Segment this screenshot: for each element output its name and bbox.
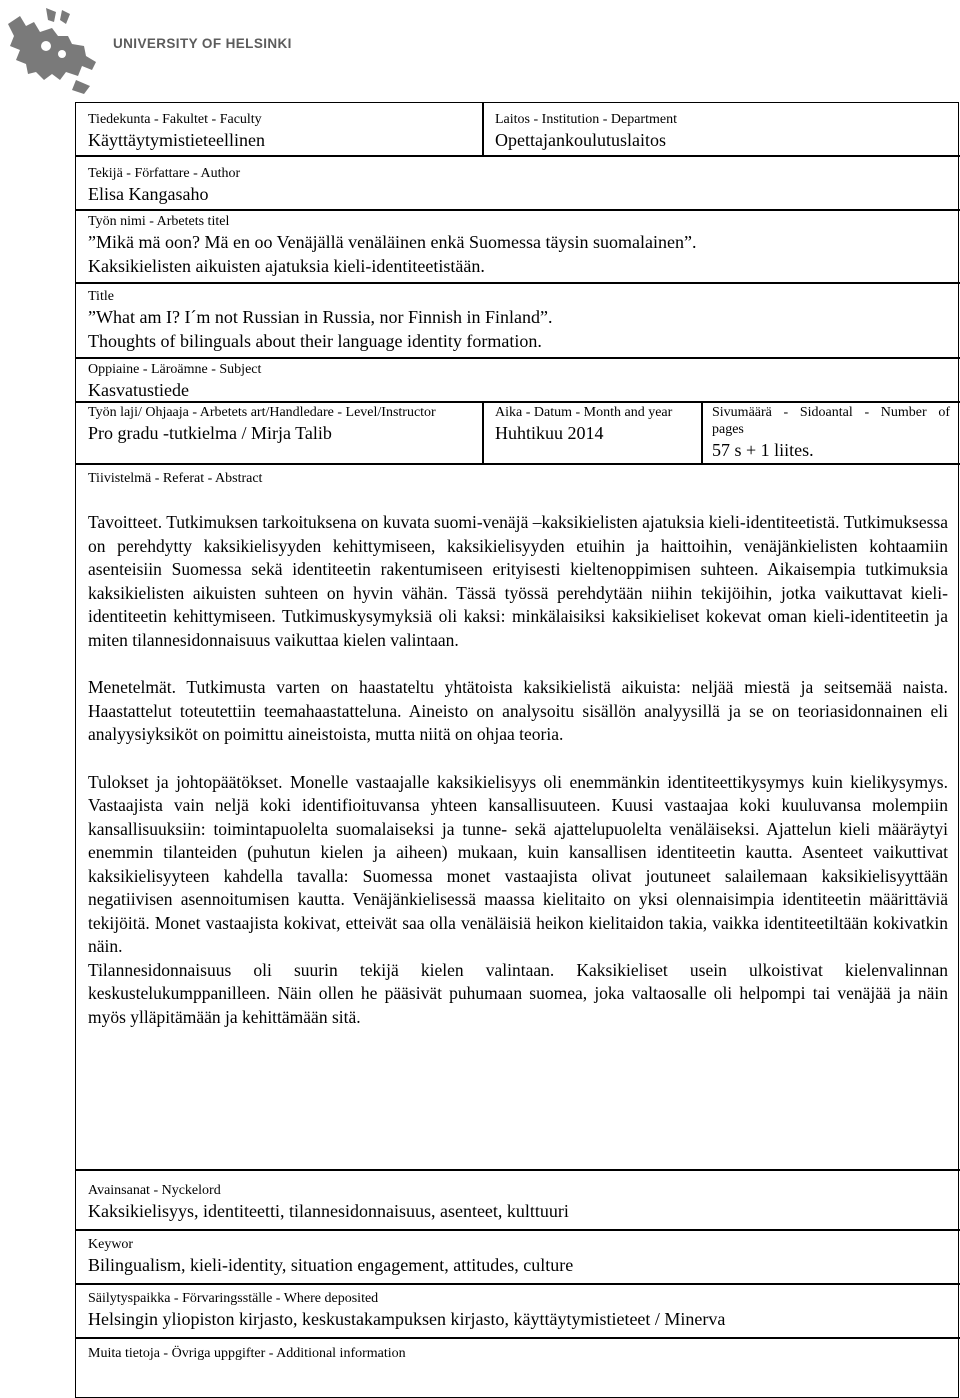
divider [76, 1337, 960, 1339]
subject-value: Kasvatustiede [88, 380, 189, 400]
level-value: Pro gradu -tutkielma / Mirja Talib [88, 423, 332, 443]
keywords-en-value: Bilingualism, kieli-identity, situation engagement, attitudes, culture [88, 1255, 574, 1275]
subject-field [88, 361, 261, 402]
divider [701, 401, 703, 463]
title-fi-label: Työn nimi - Arbetets titel [88, 214, 230, 229]
date-field [495, 404, 672, 445]
university-seal-logo [6, 6, 110, 96]
divider [76, 155, 960, 157]
divider [76, 463, 960, 465]
keywords-fi-label: Avainsanat - Nyckelord [88, 1183, 221, 1198]
abstract-form [75, 102, 959, 1398]
date-value: Huhtikuu 2014 [495, 423, 604, 443]
divider [482, 401, 484, 463]
title-en-field [88, 288, 552, 353]
abstract-paragraph: Tulokset ja johtopäätökset. Monelle vastaajalle kaksikielisyys oli enemmänkin identiteettikysymys kuin kielikysymys. Vastaajista vain neljä koki identifioituvansa yhteen kansallisuuteen. Kuusi vastaajaa koki kuuluvansa molempiin kansallisuuksiin: toimintapuolelta suomalaiseksi ja tunne- sekä ajattelupuolelta venäläiseksi. Ajattelun kieli määräytyi enemmin tilanteiden (puhutun kielen ja aiheen) mukaan, kuin kansallisen identiteetin kautta. Asenteet vaikuttivat kaksikielisyyteen kahdella tavalla: Suomessa monet vastaajista olivat joutuneet salailemaan kaksikielisyyttään negatiivisen asennoitumisen kautta. Venäjänkielisessä maassa kielitaito on yksi olennaisimpia identiteetin määrittäviä tekijöitä. Monet vastaajista kokivat, etteivät saa olla venäläisiä heikon kielitaidon takia, vaikka identiteetiltään kokivatkin näin. [88, 771, 948, 956]
faculty-field [88, 111, 265, 152]
pages-label-line1: Sivumäärä - Sidoantal - Number of [712, 405, 950, 420]
author-label: Tekijä - Författare - Author [88, 166, 241, 181]
subject-label: Oppiaine - Läroämne - Subject [88, 362, 262, 377]
abstract-body [88, 511, 948, 1029]
divider [76, 1169, 960, 1171]
divider [76, 1283, 960, 1285]
title-fi-field [88, 213, 696, 278]
deposited-value: Helsingin yliopiston kirjasto, keskustakampuksen kirjasto, käyttäytymistieteet / Minerva [88, 1309, 726, 1329]
title-en-label: Title [88, 289, 114, 304]
pages-label-line2: pages [712, 422, 744, 437]
faculty-label: Tiedekunta - Fakultet - Faculty [88, 112, 262, 127]
author-value: Elisa Kangasaho [88, 184, 209, 204]
abstract-paragraph: Tavoitteet. Tutkimuksen tarkoituksena on kuvata suomi-venäjä –kaksikielisten ajatuksia kieli-identiteetistä. Tutkimuksessa on perehdytty kaksikielisyyden kehittymiseen, kaksikielisyyden etuihin ja haittoihin, venäjänkielisten kohtaamiin asenteisiin Suomessa sekä identiteetin rakentumiseen erityisesti kieltenoppimisen suhteen. Aikaisempia tutkimuksia kaksikielisten aikuisten suhteen on hyvin vähän. Tässä työssä perehdytään niihin tekijöihin, jotka vaikuttavat kieli-identiteetin kehittymiseen. Tutkimuskysymyksiä oli kaksi: minkälaisiksi kaksikieliset kokevat oman kieli-identiteetin ja miten tilannesidonnaisuus vaikuttaa kielen valintaan. [88, 512, 948, 650]
keywords-en-field [88, 1236, 573, 1277]
divider [76, 282, 960, 284]
abstract-paragraph: Tilannesidonnaisuus oli suurin tekijä kielen valintaan. Kaksikieliset usein ulkoistivat kielenvalinnan keskustelukumppanilleen. Näin ollen he pääsivät puhumaan suomea, joka valtaosalle oli helpompi tai venäjää ja näin myös ylläpitämään ja kehittämään sitä. [88, 959, 948, 1027]
level-field [88, 404, 436, 445]
abstract-paragraph: Menetelmät. Tutkimusta varten on haastateltu yhtätoista kaksikielistä aikuista: neljää miestä ja seitsemää naista. Haastattelut toteutettiin teemahaastatteluna. Aineisto on analysoitu sisällön analyysillä ja se on teoriasidonnainen eli analyysiyksiköt on poimittu aineistoista, mutta niitä on ohjaa teoria. [88, 677, 948, 744]
title-fi-line2: Kaksikielisten aikuisten ajatuksia kieli-identiteetistään. [88, 256, 485, 276]
date-label: Aika - Datum - Month and year [495, 405, 673, 420]
pages-field [712, 404, 950, 462]
department-field [495, 111, 677, 152]
keywords-fi-field [88, 1182, 569, 1223]
keywords-en-label: Keywor [88, 1237, 134, 1252]
title-fi-line1: ”Mikä mä oon? Mä en oo Venäjällä venäläinen enkä Suomessa täysin suomalainen”. [88, 232, 697, 252]
deposited-field [88, 1290, 725, 1331]
divider [76, 401, 960, 403]
title-en-line2: Thoughts of bilinguals about their language identity formation. [88, 331, 542, 351]
divider [76, 357, 960, 359]
department-label: Laitos - Institution - Department [495, 112, 677, 127]
divider [482, 103, 484, 155]
university-name: UNIVERSITY OF HELSINKI [113, 36, 292, 51]
divider [76, 1229, 960, 1231]
pages-value: 57 s + 1 liites. [712, 440, 814, 460]
keywords-fi-value: Kaksikielisyys, identiteetti, tilannesidonnaisuus, asenteet, kulttuuri [88, 1201, 569, 1221]
deposited-label: Säilytyspaikka - Förvaringsställe - Where deposited [88, 1291, 379, 1306]
department-value: Opettajankoulutuslaitos [495, 130, 666, 150]
faculty-value: Käyttäytymistieteellinen [88, 130, 265, 150]
additional-info-label: Muita tietoja - Övriga uppgifter - Additional information [88, 1346, 406, 1361]
title-en-line1: ”What am I? I´m not Russian in Russia, nor Finnish in Finland”. [88, 307, 553, 327]
divider [76, 209, 960, 211]
author-field [88, 165, 240, 206]
level-label: Työn laji/ Ohjaaja - Arbetets art/Handledare - Level/Instructor [88, 405, 436, 420]
abstract-label: Tiivistelmä - Referat - Abstract [88, 471, 263, 486]
